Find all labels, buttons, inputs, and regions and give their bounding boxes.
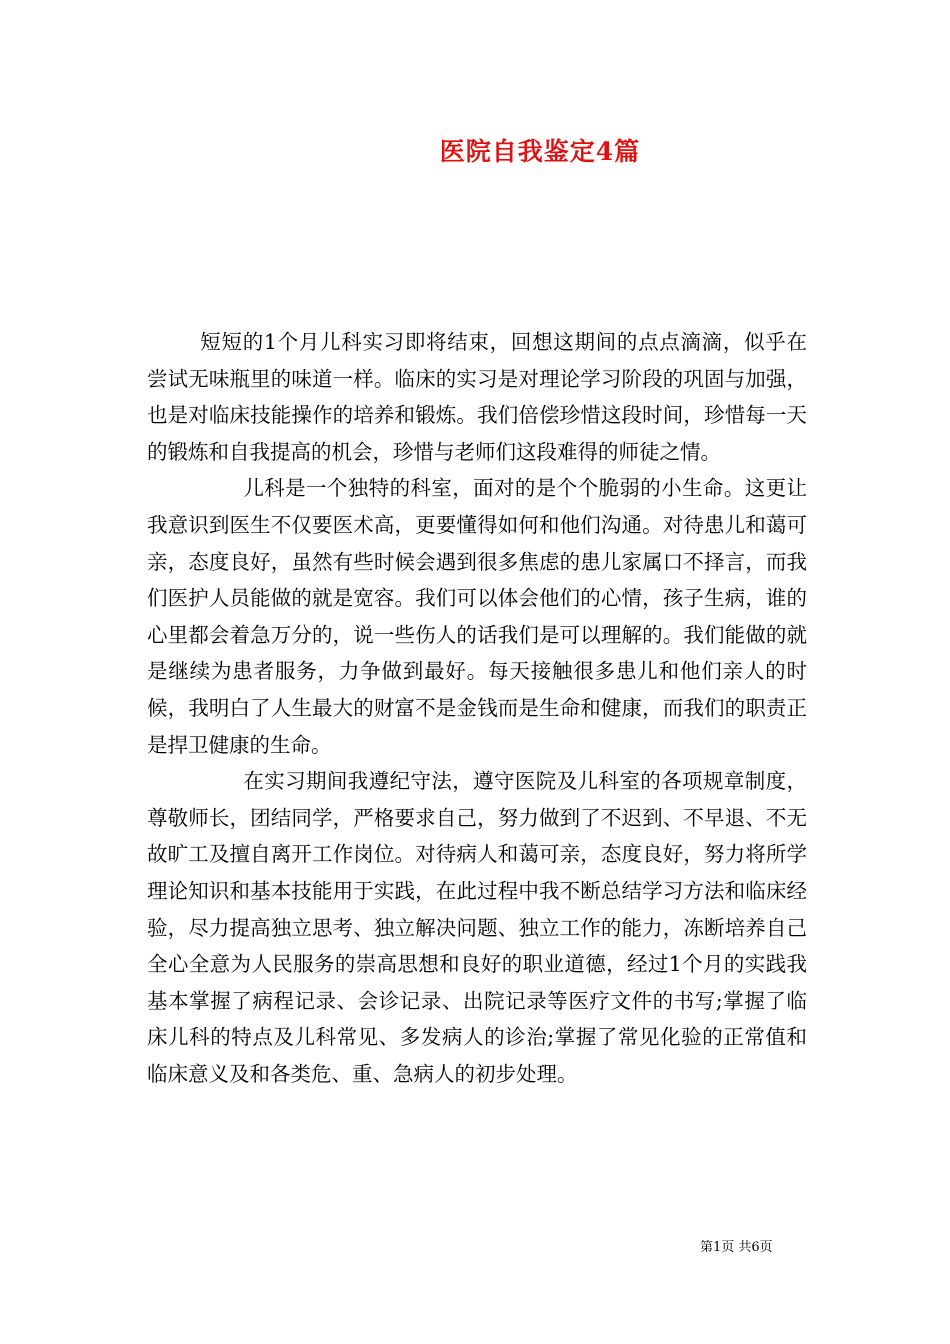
- paragraph-3: 在实习期间我遵纪守法，遵守医院及儿科室的各项规章制度，尊敬师长，团结同学，严格要求自己，努力做到了不迟到、不早退、不无故旷工及擅自离开工作岗位。对待病人和蔼可亲，态度良好，努力将所学理论知识和基本技能用于实践，在此过程中我不断总结学习方法和临床经验，尽力提高独立思考、独立解决问题、独立工作的能力，冻断培养自己全心全意为人民服务的崇高思想和良好的职业道德，经过1个月的实践我基本掌握了病程记录、会诊记录、出院记录等医疗文件的书写;掌握了临床儿科的特点及儿科常见、多发病人的诊治;掌握了常见化验的正常值和临床意义及和各类危、重、急病人的初步处理。: [147, 769, 807, 1086]
- document-title: 医院自我鉴定4篇: [439, 137, 641, 166]
- paragraph-2: 儿科是一个独特的科室，面对的是个个脆弱的小生命。这更让我意识到医生不仅要医术高，更要懂得如何和他们沟通。对待患儿和蔼可亲，态度良好，虽然有些时候会遇到很多焦虑的患儿家属口不择言，而我们医护人员能做的就是宽容。我们可以体会他们的心情，孩子生病，谁的心里都会着急万分的，说一些伤人的话我们是可以理解的。我们能做的就是继续为患者服务，力争做到最好。每天接触很多患儿和他们亲人的时候，我明白了人生最大的财富不是金钱而是生命和健康，而我们的职责正是捍卫健康的生命。: [147, 476, 807, 757]
- paragraph-1: 短短的1个月儿科实习即将结束，回想这期间的点点滴滴，似乎在尝试无味瓶里的味道一样。临床的实习是对理论学习阶段的巩固与加强，也是对临床技能操作的培养和锻炼。我们倍偿珍惜这段时间，珍惜每一天的锻炼和自我提高的机会，珍惜与老师们这段难得的师徒之情。: [147, 330, 807, 464]
- page-number-footer: 第1页 共6页: [700, 1240, 773, 1255]
- document-body: [147, 324, 807, 1092]
